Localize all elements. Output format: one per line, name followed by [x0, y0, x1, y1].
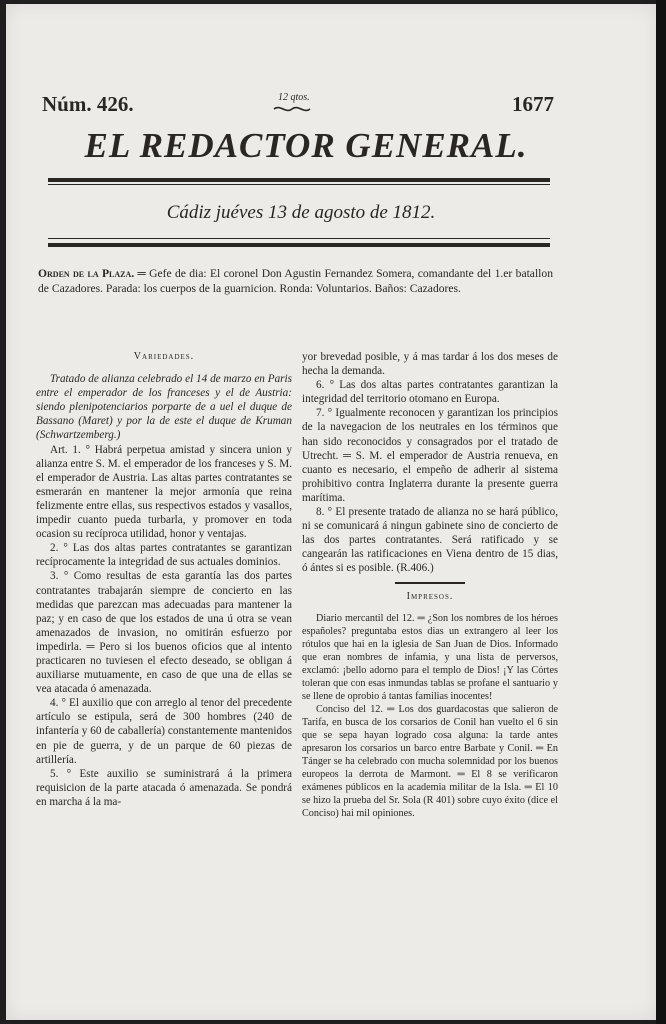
- newspaper-page: [6, 4, 656, 1020]
- variedades-head: Variedades.: [133, 351, 195, 362]
- rule-bottom-thin: [48, 238, 550, 239]
- article-7: 7. ° Igualmente reconocen y garantizan los principios de la navegacion de los neutrales en los términos que han sido reconocidos y consagrados por el tratado de Utrecht. ═ S. M. el emperador de Austria renueva, en cuanto es necesario, el empeño de adherir al sistema prohibitivo contra Inglaterra durante la presente guerra marítima.: [302, 407, 558, 504]
- conciso: Conciso del 12. ═ Los dos guardacostas que salieron de Tarifa, en busca de los corsarios de Conil han vuelto el 6 sin que se sepa hayan logrado cosa alguna: la tarde antes apresaron los corsarios un barco entre Barbate y Conil. ═ En Tánger se ha celebrado con mucha solemnidad por los buenos europeos la derrota de Marmont. ═ El 8 se verificaron exámenes públicos en la academia militar de la Isla. ═ El 10 se hizo la prueba del Sr. Sola (R 401) sobre cuyo éxito (dice el Conciso) hai mil opiniones.: [302, 703, 558, 819]
- orden-de-la-plaza: [38, 266, 553, 296]
- impresos-head: Impresos.: [406, 590, 454, 602]
- treaty-intro: Tratado de alianza celebrado el 14 de marzo en Paris entre el emperador de los franceses y el de Austria: siendo plenipotenciarios porparte de a uel el duque de Bassano (Maret) y por la de este el duque de Kruman (Schwartzemberg.): [36, 373, 292, 442]
- dateline: Cádiz juéves 13 de agosto de 1812.: [166, 202, 436, 223]
- newspaper-title: EL REDACTOR GENERAL.: [84, 126, 528, 165]
- article-3: 3. ° Como resultas de esta garantía las dos partes contratantes trabajarán siempre de concierto en las medidas que parezcan mas adecuadas para mantener la paz; y en caso de que los estados de una ú otra se vean amenazados de invasion, no omitirán esfuerzo por impedirla. ═ Pero si los buenos oficios que al intento practicaren no tuviesen el efecto deseado, se obligan á auxiliarse mutuamente, en caso de que una de ellas se vea atacada ó amenazada.: [36, 570, 292, 696]
- masthead-row: [42, 92, 554, 118]
- column-right: [302, 350, 558, 820]
- article-1: Art. 1. ° Habrá perpetua amistad y sincera union y alianza entre S. M. el emperador de los franceses y S. M. el emperador de Austria. Las altas partes contratantes se esmerarán en mantener la mejor armonía que reina felizmente entre ellas, sus respectivos estados y vasallos, impedir cuanto pueda turbarla, y promover en toda ocasion su recíproca utilidad, honor y ventajas.: [36, 443, 292, 541]
- rule-bottom-thick: [48, 243, 550, 247]
- issue-number: Núm. 426.: [42, 92, 134, 116]
- price: 12 qtos.: [278, 92, 310, 103]
- article-2: 2. ° Las dos altas partes contratantes se garantizan recíprocamente la integridad de sus actuales dominios.: [36, 542, 292, 569]
- article-5: 5. ° Este auxilio se suministrará á la primera requisicion de la parte atacada ó amenazada. Se pondrá en marcha á la ma-: [36, 767, 292, 808]
- section-divider: [395, 582, 465, 584]
- article-8: 8. ° El presente tratado de alianza no se hará público, ni se comunicará á ningun gabinete sino de concierto de las dos partes contratantes. Será ratificado y se cangearán las ratificaciones en Viena dentro de 15 dias, ó ántes si es posible. (R.406.): [302, 506, 558, 575]
- rule-top-thin: [48, 184, 550, 185]
- article-4: 4. ° El auxilio que con arreglo al tenor del precedente artículo se estipula, será de 300 hombres (240 de infantería y 60 de caballería) constantemente mantenidos en pie de guerra, y de un parque de 60 piezas de artillería.: [36, 697, 292, 766]
- flourish-ornament: [272, 104, 312, 114]
- column-left: [36, 350, 292, 809]
- rule-top-thick: [48, 178, 550, 182]
- article-5-continued: yor brevedad posible, y á mas tardar á los dos meses de hecha la demanda.: [302, 351, 558, 378]
- article-6: 6. ° Las dos altas partes contratantes garantizan la integridad del territorio otomano en Europa.: [302, 379, 558, 406]
- orden-head: Orden de la Plaza.: [38, 267, 135, 280]
- orden-text: ═ Gefe de dia: El coronel Don Agustin Fernandez Somera, comandante del 1.er batallon de Cazadores. Parada: los cuerpos de la guarnicion. Ronda: Voluntarios. Baños: Cazadores.: [38, 267, 553, 295]
- binding-edge: [656, 0, 666, 1024]
- page-number: 1677: [512, 92, 554, 116]
- diario-mercantil: Diario mercantil del 12. ═ ¿Son los nombres de los héroes españoles? preguntaba estos dias un extrangero al leer los rótulos que hai en la iglesia de San Juan de Dios. Informado que eran nombres de infamia, y una lista de perversos, exclamó: ¡bello adorno para el templo de Dios! ¡Y las Córtes toleran que con esas inmundas tablas se profane el santuario y se llene de oprobio á tantas familias inocentes!: [302, 612, 558, 702]
